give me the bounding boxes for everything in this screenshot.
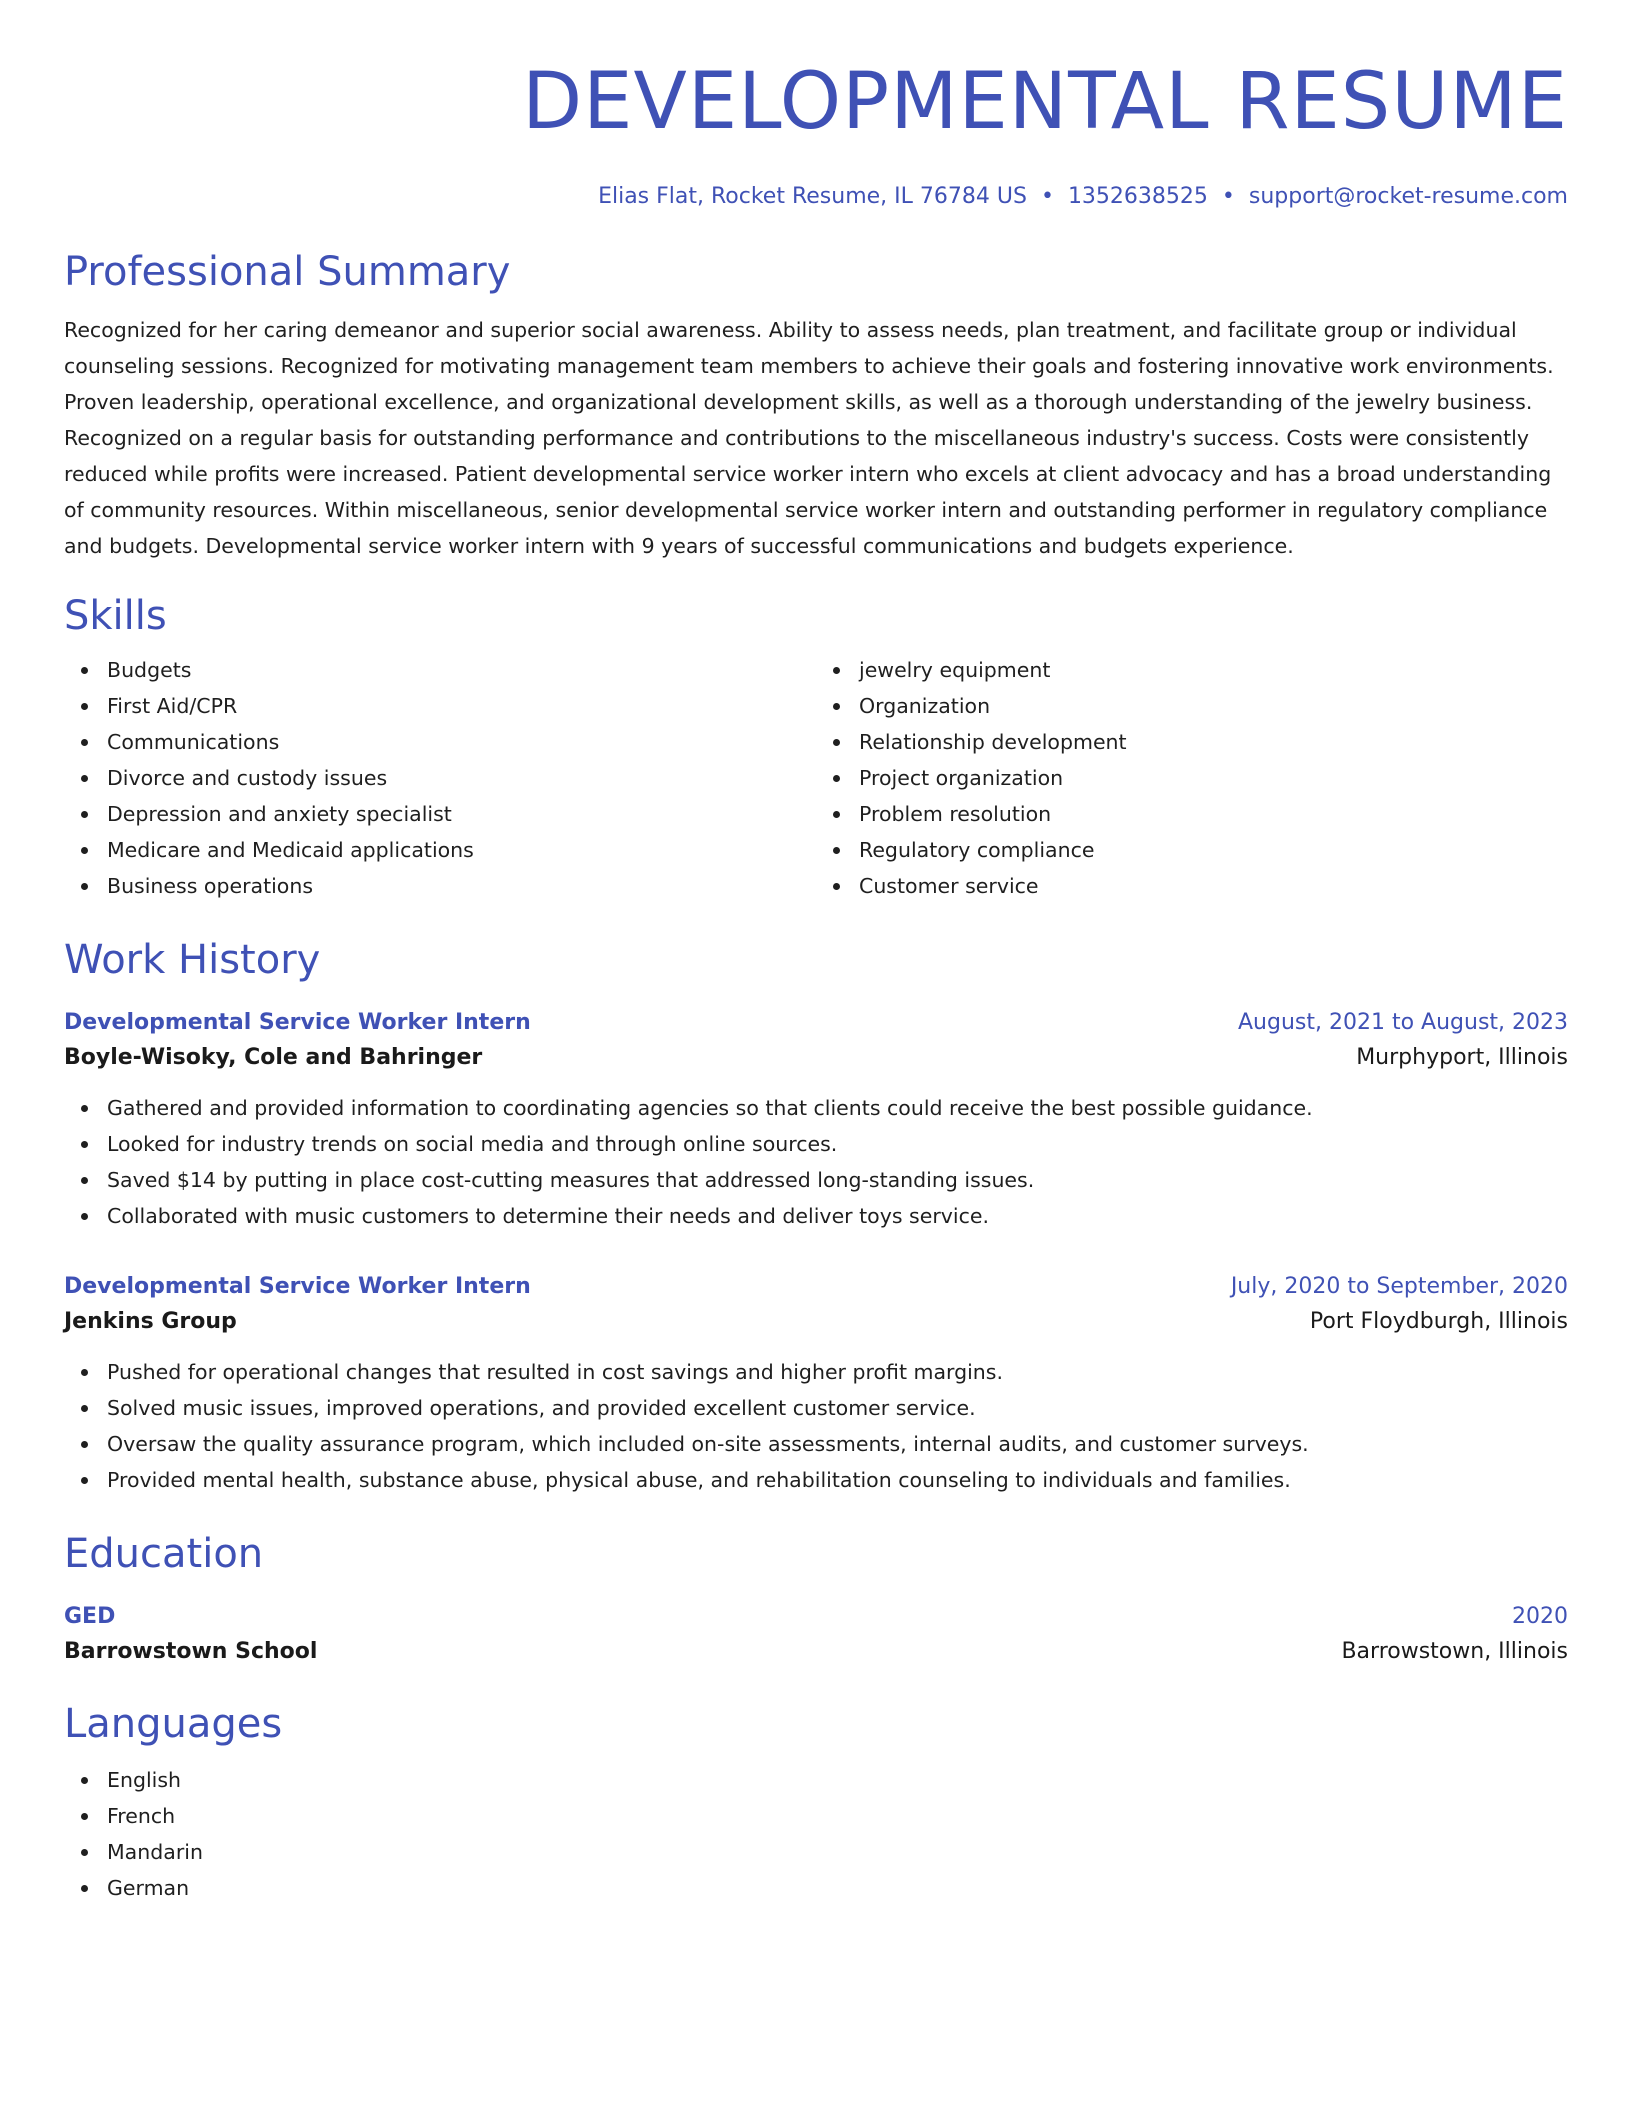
languages-heading: Languages <box>64 1701 283 1747</box>
skill-item: Problem resolution <box>859 796 1568 832</box>
skill-item: Regulatory compliance <box>859 832 1568 868</box>
skill-item: Project organization <box>859 760 1568 796</box>
languages-list <box>64 1762 1568 1906</box>
job-title: Developmental Service Worker Intern <box>64 1010 531 1035</box>
skill-item: Communications <box>107 724 816 760</box>
job-dates: July, 2020 to September, 2020 <box>1230 1274 1568 1299</box>
education-school: Barrowstown School <box>64 1639 318 1664</box>
contact-phone: 1352638525 <box>1067 184 1208 209</box>
language-item: French <box>107 1798 1568 1834</box>
education-year: 2020 <box>1512 1604 1568 1629</box>
job-bullet: Collaborated with music customers to determine their needs and deliver toys service. <box>107 1198 1568 1234</box>
job-bullet: Pushed for operational changes that resulted in cost savings and higher profit margins. <box>107 1354 1568 1390</box>
summary-text: Recognized for her caring demeanor and superior social awareness. Ability to assess needs, plan treatment, and facilitate group or individual counseling sessions. Recognized for motivating management team members to achieve their goals and fostering innovative work environments. Proven leadership, operational excellence, and organizational development skills, as well as a thorough understanding of the jewelry business. Recognized on a regular basis for outstanding performance and contributions to the miscellaneous industry's success. Costs were consistently reduced while profits were increased. Patient developmental service worker intern who excels at client advocacy and has a broad understanding of community resources. Within miscellaneous, senior developmental service worker intern and outstanding performer in regulatory compliance and budgets. Developmental service worker intern with 9 years of successful communications and budgets experience. <box>64 318 1554 558</box>
education-school-row <box>64 1634 1568 1670</box>
education-location: Barrowstown, Illinois <box>1341 1639 1568 1664</box>
resume-header <box>64 50 1568 212</box>
job-location: Murphyport, Illinois <box>1356 1045 1568 1070</box>
education-heading: Education <box>64 1531 264 1577</box>
job-company: Jenkins Group <box>64 1309 237 1334</box>
contact-line <box>64 182 1568 212</box>
job-location: Port Floydburgh, Illinois <box>1309 1309 1568 1334</box>
work-history-heading: Work History <box>64 937 321 983</box>
contact-separator: • <box>1221 184 1235 209</box>
skill-item: Customer service <box>859 868 1568 904</box>
job-bullet: Oversaw the quality assurance program, which included on-site assessments, internal audits, and customer surveys. <box>107 1426 1568 1462</box>
education-degree: GED <box>64 1604 116 1629</box>
contact-separator: • <box>1040 184 1054 209</box>
skill-item: Organization <box>859 688 1568 724</box>
resume-name: DEVELOPMENTAL RESUME <box>522 57 1568 147</box>
job-bullet: Saved $14 by putting in place cost-cutting measures that addressed long-standing issues. <box>107 1162 1568 1198</box>
skill-item: jewelry equipment <box>859 652 1568 688</box>
education-entry <box>64 1600 1568 1670</box>
skills-list <box>64 652 1568 904</box>
job-bullets <box>64 1090 1568 1234</box>
language-item: English <box>107 1762 1568 1798</box>
language-item: German <box>107 1870 1568 1906</box>
job-bullet: Looked for industry trends on social media and through online sources. <box>107 1126 1568 1162</box>
skill-item: Business operations <box>107 868 816 904</box>
contact-email: support@rocket-resume.com <box>1248 184 1568 209</box>
skill-item: Budgets <box>107 652 816 688</box>
language-item: Mandarin <box>107 1834 1568 1870</box>
job-company-row <box>64 1040 1568 1076</box>
skill-item: First Aid/CPR <box>107 688 816 724</box>
job-title-row <box>64 1270 1568 1304</box>
skill-item: Medicare and Medicaid applications <box>107 832 816 868</box>
skill-item: Depression and anxiety specialist <box>107 796 816 832</box>
summary-heading: Professional Summary <box>64 249 511 295</box>
job-bullets <box>64 1354 1568 1498</box>
job-entry <box>64 1006 1568 1234</box>
skill-item: Relationship development <box>859 724 1568 760</box>
job-bullet: Provided mental health, substance abuse, physical abuse, and rehabilitation counseling to individuals and families. <box>107 1462 1568 1498</box>
contact-address: Elias Flat, Rocket Resume, IL 76784 US <box>598 184 1027 209</box>
skills-column-left <box>64 652 816 904</box>
job-company-row <box>64 1304 1568 1340</box>
job-entry <box>64 1270 1568 1498</box>
job-title-row <box>64 1006 1568 1040</box>
job-dates: August, 2021 to August, 2023 <box>1238 1010 1568 1035</box>
job-bullet: Solved music issues, improved operations, and provided excellent customer service. <box>107 1390 1568 1426</box>
job-bullet: Gathered and provided information to coordinating agencies so that clients could receive the best possible guidance. <box>107 1090 1568 1126</box>
skills-column-right <box>816 652 1568 904</box>
skills-heading: Skills <box>64 593 167 639</box>
skill-item: Divorce and custody issues <box>107 760 816 796</box>
education-degree-row <box>64 1600 1568 1634</box>
job-company: Boyle-Wisoky, Cole and Bahringer <box>64 1045 483 1070</box>
job-title: Developmental Service Worker Intern <box>64 1274 531 1299</box>
